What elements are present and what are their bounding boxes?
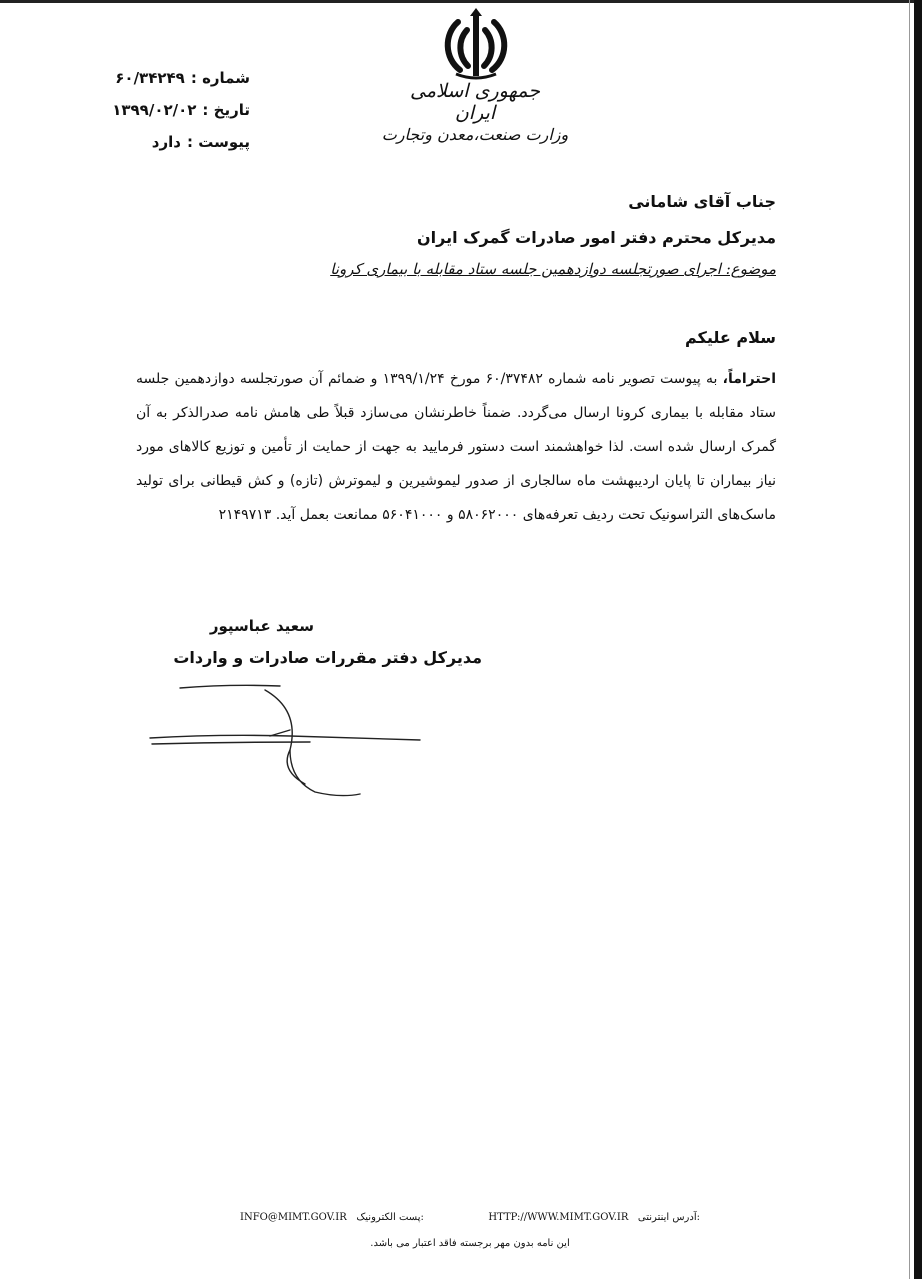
footer-email-block [240, 1212, 424, 1223]
scan-border-line [909, 0, 910, 1279]
body-text: به پیوست تصویر نامه شماره ۶۰/۳۷۴۸۲ مورخ ۱۳۹۹/۱/۲۴ و ضمائم آن صورتجلسه دوازدهمین جلسه ستاد مقابله با بیماری کرونا ارسال می‌گردد. ضمناً خاطرنشان می‌سازد قبلاً طی هامش نامه صدرالذکر به آن گمرک ارسال شده است. لذا خواهشمند است دستور فرمایید به جهت از حمایت از تأمین و توزیع کالاهای مورد نیاز بیماران تا پایان اردیبهشت ماه سالجاری از صدور لیموشیرین و لیموترش (تازه) و کش قیطانی برای تولید ماسک‌های التراسونیک تحت ردیف تعرفه‌های ۵۸۰۶۲۰۰۰ و ۵۶۰۴۱۰۰۰ ممانعت بعمل آید. ۲۱۴۹۷۱۳ [136, 371, 776, 523]
attachment-value: دارد [151, 133, 181, 151]
footer-website-block [488, 1212, 700, 1223]
number-label: شماره : [190, 69, 250, 87]
body-lead: احتراماً، [722, 371, 776, 387]
ministry-name: وزارت صنعت،معدن وتجارت [381, 125, 569, 144]
footer-email-label: پست الکترونیک: [356, 1212, 424, 1223]
footer-note: این نامه بدون مهر برجسته فاقد اعتبار می باشد. [370, 1238, 570, 1249]
greeting: سلام علیکم [684, 328, 776, 347]
footer-email: INFO@MIMT.GOV.IR [240, 1212, 347, 1223]
letter-subject: موضوع: اجرای صورتجلسه دوازدهمین جلسه ستاد مقابله با بیماری کرونا [330, 260, 776, 278]
scan-border-top [0, 0, 922, 3]
attachment-label: پیوست : [186, 133, 250, 151]
meta-attachment-row [80, 126, 250, 158]
letter-footer [240, 1212, 700, 1223]
signer-name: سعید عباسپور [209, 617, 314, 635]
scan-border-right [914, 0, 922, 1279]
iran-emblem-icon [438, 8, 514, 84]
handwritten-signature [140, 680, 430, 810]
recipient-name: جناب آقای شامانی [628, 192, 776, 211]
signer-title: مدیرکل دفتر مقررات صادرات و واردات [173, 648, 482, 667]
letter-body [136, 362, 776, 532]
footer-website-label: آدرس اینترنتی: [637, 1212, 700, 1223]
meta-number-row [80, 62, 250, 94]
recipient-title: مدیرکل محترم دفتر امور صادرات گمرک ایران [417, 228, 776, 247]
number-value: ۶۰/۳۴۲۴۹ [115, 69, 185, 87]
letter-meta [80, 62, 250, 158]
footer-website: HTTP://WWW.MIMT.GOV.IR [488, 1212, 629, 1223]
meta-date-row [80, 94, 250, 126]
date-label: تاریخ : [202, 101, 250, 119]
date-value: ۱۳۹۹/۰۲/۰۲ [112, 101, 197, 119]
government-name: جمهوری اسلامی ایران [410, 80, 540, 124]
